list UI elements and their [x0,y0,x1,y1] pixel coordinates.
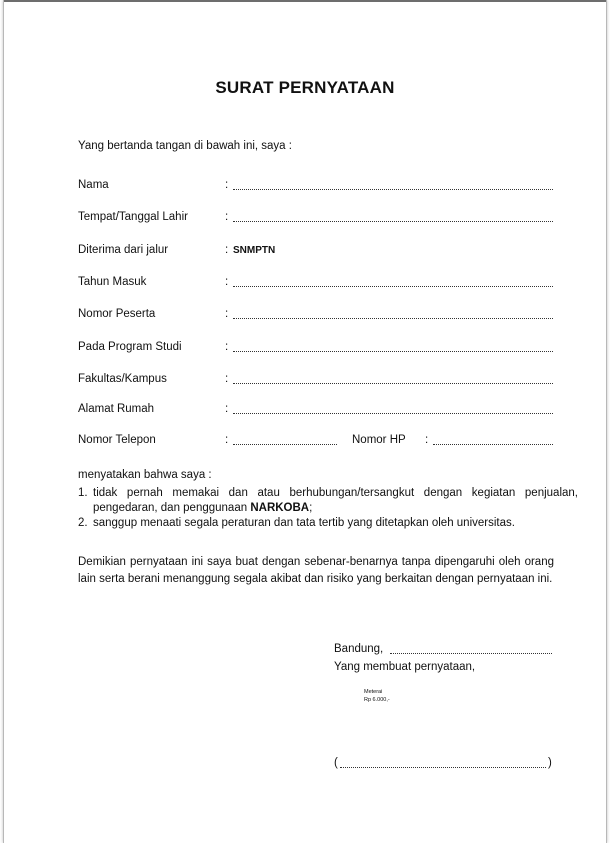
field-alamat-rumah [78,403,558,417]
field-label: Nomor Telepon [78,434,156,446]
field-tempat-tanggal-lahir [78,211,558,225]
field-fakultas-kampus [78,373,558,387]
blank-line [233,189,553,190]
field-colon: : [225,403,229,415]
blank-line [233,351,553,352]
intro-text: Yang bertanda tangan di bawah ini, saya : [78,140,292,152]
document-title: SURAT PERNYATAAN [215,78,395,97]
field-colon: : [225,434,229,446]
field-colon: : [225,211,229,223]
field-nomor-peserta [78,308,558,322]
blank-line [233,318,553,319]
field-label: Fakultas/Kampus [78,373,167,385]
blank-line [390,653,552,654]
close-paren: ) [548,757,552,769]
blank-line [433,444,553,445]
list-item [78,486,578,516]
field-label: Nama [78,179,109,191]
list-number: 2. [78,517,88,529]
statement-text-end: ; [309,502,313,514]
field-label-nomor-hp: Nomor HP [352,434,406,446]
field-colon: : [225,373,229,385]
field-colon: : [225,179,229,191]
field-colon: : [425,434,429,446]
blank-line [233,383,553,384]
list-number: 1. [78,487,88,499]
list-item [78,516,578,531]
field-nomor-telepon [78,434,558,448]
field-colon: : [225,276,229,288]
statement-text: tidak pernah memakai dan atau berhubungan/tersangkut dengan kegiatan penjualan, pengedaran, dan penggunaan [93,487,578,514]
document-page [3,0,607,843]
field-colon: : [225,308,229,320]
statement-intro: menyatakan bahwa saya : [78,469,212,481]
field-label: Nomor Peserta [78,308,156,320]
closing-paragraph: Demikian pernyataan ini saya buat dengan sebenar-benarnya tanpa dipengaruhi oleh orang lain serta berani menanggung segala akibat dan risiko yang berkaitan dengan pernyataan ini. [78,556,554,585]
statement-list [78,486,578,531]
open-paren: ( [334,757,338,769]
field-label: Alamat Rumah [78,403,155,415]
field-diterima-dari-jalur [78,244,558,258]
field-colon: : [225,244,229,256]
field-tahun-masuk [78,276,558,290]
blank-line [233,413,553,414]
blank-line [233,221,553,222]
blank-line [233,444,337,445]
field-label: Tahun Masuk [78,276,147,288]
field-label: Diterima dari jalur [78,244,169,256]
blank-line [340,767,546,768]
statement-text: sanggup menaati segala peraturan dan tata tertib yang ditetapkan oleh universitas. [93,517,515,529]
field-colon: : [225,341,229,353]
stamp-amount: Rp 6.000,- [364,697,390,703]
field-nama [78,179,558,193]
signature-name-line [334,757,554,771]
page-top-border [4,0,606,2]
field-program-studi [78,341,558,355]
field-value: SNMPTN [233,245,276,256]
blank-line [233,286,553,287]
field-label: Pada Program Studi [78,341,182,353]
signature-place: Bandung, [334,643,384,655]
signature-maker-label: Yang membuat pernyataan, [334,661,476,673]
statement-text-bold: NARKOBA [250,502,310,514]
field-label: Tempat/Tanggal Lahir [78,211,188,223]
stamp-label: Meterai [364,689,383,695]
